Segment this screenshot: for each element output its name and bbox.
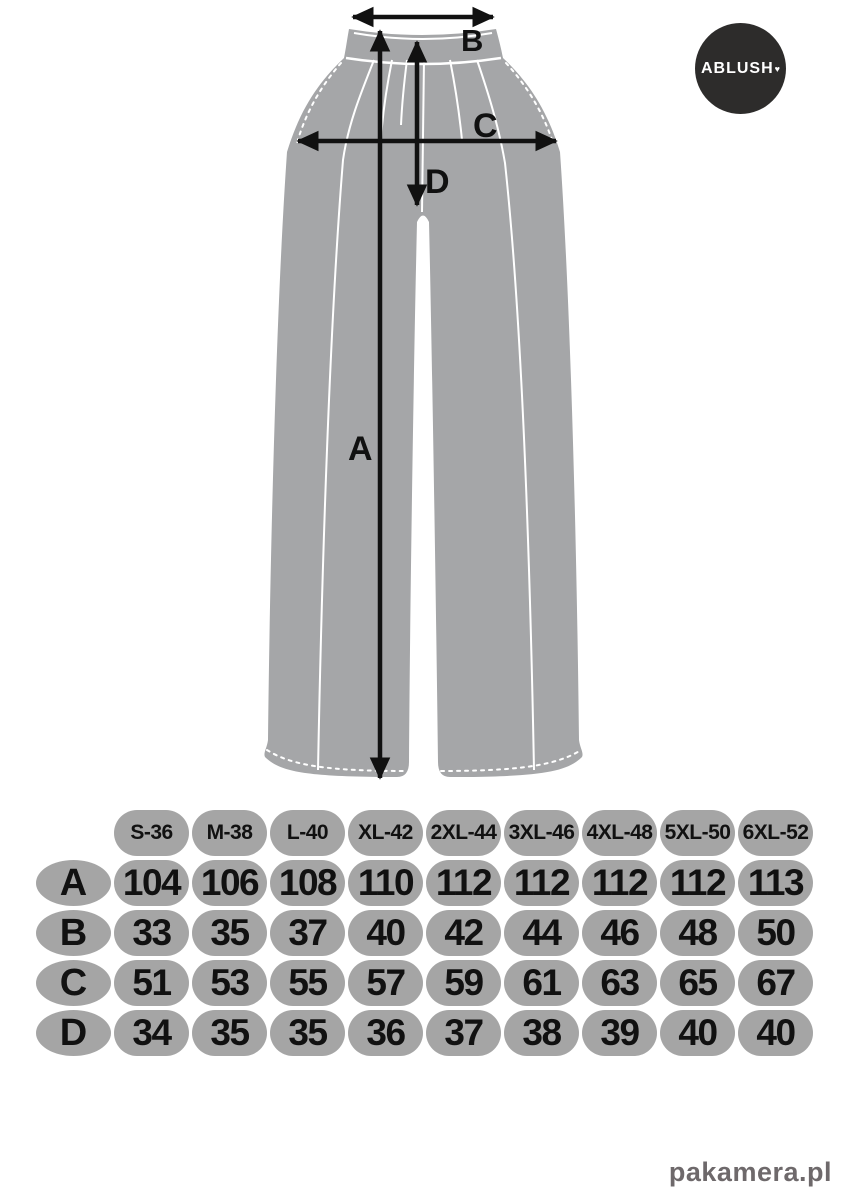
measure-label-b: B — [461, 23, 484, 58]
measure-value-pill: 48 — [660, 910, 735, 956]
measure-value-pill: 35 — [192, 910, 267, 956]
measure-value-pill: 61 — [504, 960, 579, 1006]
measure-row-a — [0, 860, 849, 906]
measure-value-pill: 104 — [114, 860, 189, 906]
measure-value-pill: 51 — [114, 960, 189, 1006]
size-header-pill: M-38 — [192, 810, 267, 856]
measure-value-pill: 53 — [192, 960, 267, 1006]
size-header-pill: 3XL-46 — [504, 810, 579, 856]
measure-row-b — [0, 910, 849, 956]
measure-value-pill: 110 — [348, 860, 423, 906]
measure-value-pill: 112 — [582, 860, 657, 906]
measure-value-pill: 40 — [348, 910, 423, 956]
measure-value-pill: 108 — [270, 860, 345, 906]
size-header-row — [0, 810, 849, 856]
measure-row-label-pill: C — [36, 960, 111, 1006]
pakamera-watermark: pakamera.pl — [668, 1157, 832, 1187]
brand-logo — [695, 23, 786, 114]
measure-value-pill: 67 — [738, 960, 813, 1006]
measure-label-d: D — [425, 163, 450, 201]
measure-value-pill: 55 — [270, 960, 345, 1006]
measure-value-pill: 112 — [426, 860, 501, 906]
measure-value-pill: 44 — [504, 910, 579, 956]
brand-logo-text: ABLUSH — [700, 59, 774, 77]
measure-value-pill: 39 — [582, 1010, 657, 1056]
measure-value-pill: 63 — [582, 960, 657, 1006]
size-header-pill: 4XL-48 — [582, 810, 657, 856]
measure-value-pill: 106 — [192, 860, 267, 906]
measure-row-label-pill: A — [36, 860, 111, 906]
measure-value-pill: 46 — [582, 910, 657, 956]
header-spacer — [36, 810, 111, 856]
measure-value-pill: 65 — [660, 960, 735, 1006]
measure-row-label-pill: D — [36, 1010, 111, 1056]
measure-row-label-pill: B — [36, 910, 111, 956]
measure-value-pill: 42 — [426, 910, 501, 956]
measure-value-pill: 112 — [504, 860, 579, 906]
measure-value-pill: 113 — [738, 860, 813, 906]
measure-value-pill: 35 — [270, 1010, 345, 1056]
measure-value-pill: 112 — [660, 860, 735, 906]
size-header-pill: 6XL-52 — [738, 810, 813, 856]
measure-value-pill: 37 — [270, 910, 345, 956]
measure-value-pill: 38 — [504, 1010, 579, 1056]
measure-value-pill: 34 — [114, 1010, 189, 1056]
size-header-pill: S-36 — [114, 810, 189, 856]
measure-value-pill: 40 — [660, 1010, 735, 1056]
measure-value-pill: 57 — [348, 960, 423, 1006]
size-header-pill: 2XL-44 — [426, 810, 501, 856]
measure-value-pill: 59 — [426, 960, 501, 1006]
measure-value-pill: 40 — [738, 1010, 813, 1056]
measure-label-a: A — [348, 430, 373, 468]
size-header-pill: XL-42 — [348, 810, 423, 856]
measure-row-c — [0, 960, 849, 1006]
size-table — [0, 810, 849, 1060]
measure-value-pill: 37 — [426, 1010, 501, 1056]
measure-value-pill: 35 — [192, 1010, 267, 1056]
measure-value-pill: 33 — [114, 910, 189, 956]
size-header-pill: 5XL-50 — [660, 810, 735, 856]
measure-label-c: C — [473, 107, 498, 145]
measure-value-pill: 36 — [348, 1010, 423, 1056]
size-header-pill: L-40 — [270, 810, 345, 856]
measure-row-d — [0, 1010, 849, 1056]
measure-value-pill: 50 — [738, 910, 813, 956]
heart-icon: ♥ — [774, 63, 780, 74]
